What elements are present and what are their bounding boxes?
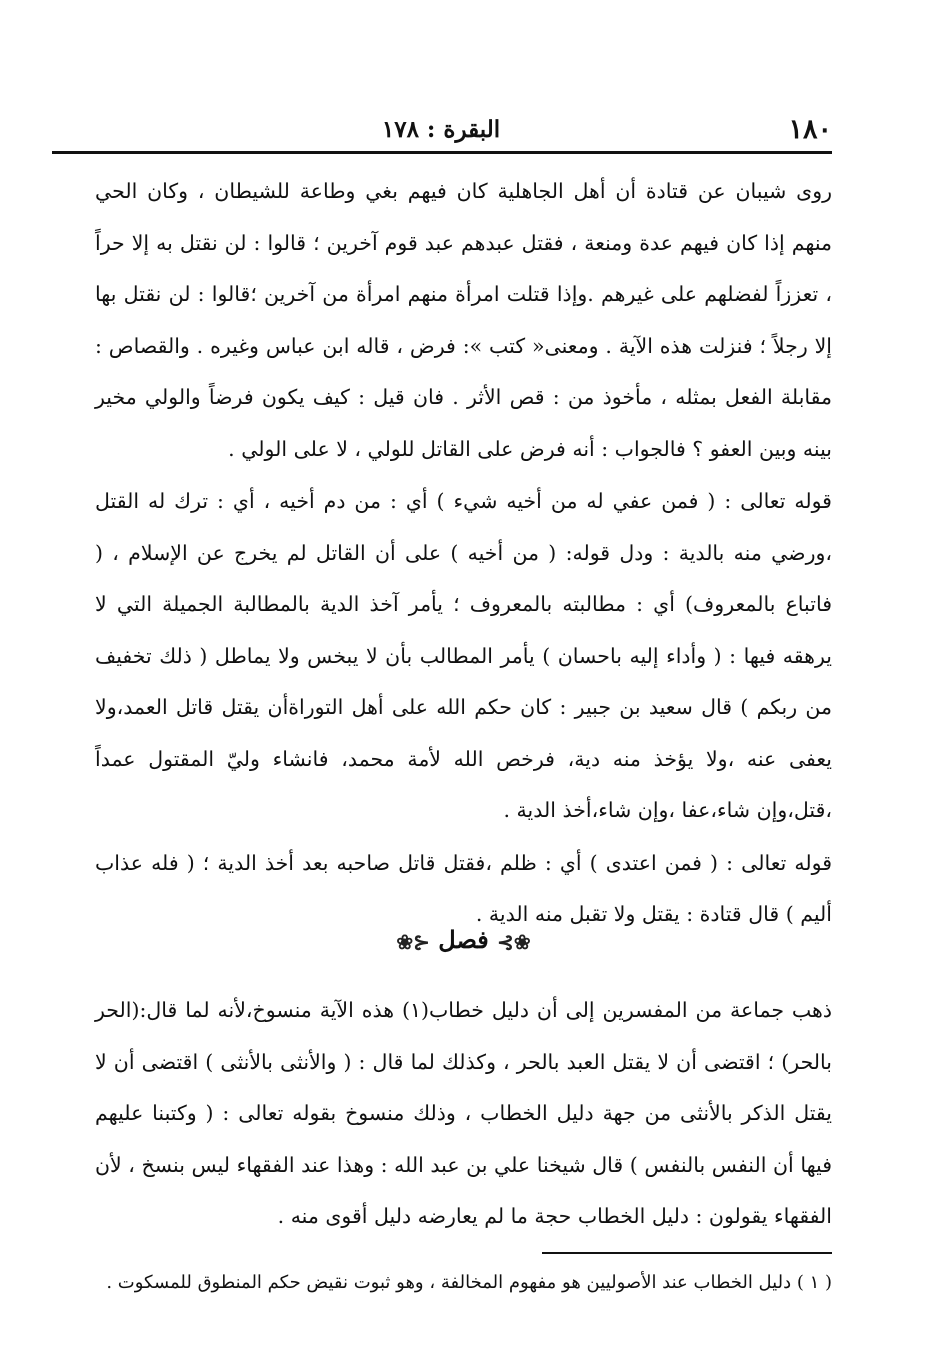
section-paragraph: ذهب جماعة من المفسرين إلى أن دليل خطاب(١) هذه الآية منسوخ،لأنه لما قال:(الحر بالحر) ؛ اقتضى أن لا يقتل العبد بالحر ، وكذلك لما قال : ( والأنثى بالأنثى ) اقتضى أن لا يقتل الذكر بالأنثى من جهة دليل الخطاب ، وذلك منسوخ بقوله تعالى : ( وكتبنا عليهم فيها أن النفس بالنفس ) قال شيخنا علي بن عبد الله : وهذا عند الفقهاء ليس بنسخ ، لأن الفقهاء يقولون : دليل الخطاب حجة ما لم يعارضه دليل أقوى منه .: [95, 998, 832, 1228]
page-number: ١٨٠: [788, 114, 832, 145]
page-header: [50, 112, 832, 152]
footnote: ( ١ ) دليل الخطاب عند الأصوليين هو مفهوم المخالفة ، وهو ثبوت نقيض حكم المنطوق للمسكوت .: [106, 1272, 832, 1293]
running-head: البقرة : ١٧٨: [381, 116, 501, 143]
paragraph-1: روى شيبان عن قتادة أن أهل الجاهلية كان فيهم بغي وطاعة للشيطان ، وكان الحي منهم إذا كان فيهم عدة ومنعة ، فقتل عبدهم عبد قوم آخرين ؛ قالوا : لن نقتل به إلا حراً ، تعززاً لفضلهم على غيرهم .وإذا قتلت امرأة منهم امرأة من آخرين ؛قالوا : لن نقتل بها إلا رجلاً ؛ فنزلت هذه الآية . ومعنى« كتب »: فرض ، قاله ابن عباس وغيره . والقصاص : مقابلة الفعل بمثله ، مأخوذ من : قص الأثر . فان قيل : كيف يكون فرضاً والولي مخير بينه وبين العفو ؟ فالجواب : أنه فرض على القاتل للولي ، لا على الولي .: [95, 179, 832, 461]
main-text: [95, 166, 832, 941]
ornament-icon: ⊰❀: [396, 929, 430, 954]
section-heading: [95, 925, 832, 965]
paragraph-2: قوله تعالى : ( فمن عفي له من أخيه شيء ) أي : من دم أخيه ، أي : ترك له القتل ،ورضي منه بالدية : ودل قوله: ( من أخيه ) على أن القاتل لم يخرج عن الإسلام ، ( فاتباع بالمعروف) أي : مطالبته بالمعروف ؛ يأمر آخذ الدية بالمطالبة الجميلة التي لا يرهقه فيها : ( وأداء إليه باحسان ) يأمر المطالب بأن لا يبخس ولا يماطل ( ذلك تخفيف من ربكم ) قال سعيد بن جبير : كان حكم الله على أهل التوراةأن يقتل قاتل العمد،ولا يعفى عنه ،ولا يؤخذ منه دية، فرخص الله لأمة محمد، فانشاء وليّ المقتول عمداً ،قتل،وإن شاء،عفا ،وإن شاء،أخذ الدية .: [95, 489, 832, 822]
section-title: فصل: [438, 925, 489, 954]
section-text: [95, 985, 832, 1243]
header-rule: [52, 151, 832, 154]
footnote-rule: [542, 1252, 832, 1254]
paragraph-3: قوله تعالى : ( فمن اعتدى ) أي : ظلم ،فقتل قاتل صاحبه بعد أخذ الدية ؛ ( فله عذاب أليم ) قال قتادة : يقتل ولا تقبل منه الدية .: [95, 850, 832, 926]
ornament-icon: ❀⊱: [497, 929, 531, 954]
